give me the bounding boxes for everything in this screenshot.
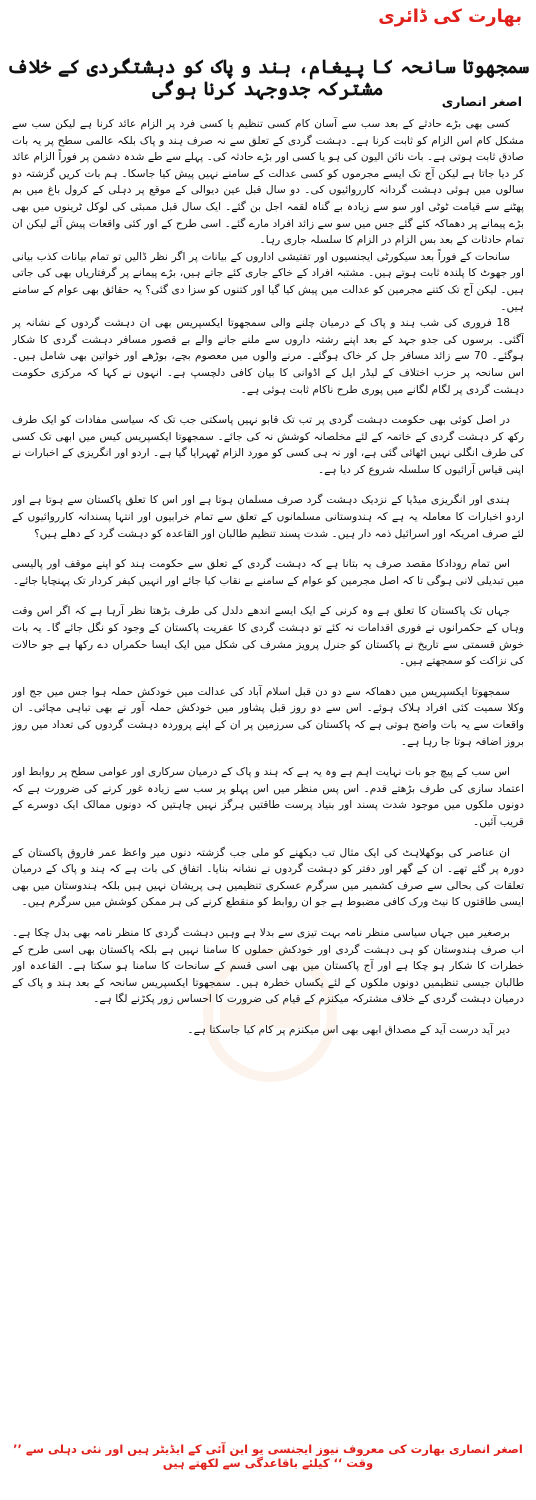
article-paragraph: 18 فروری کی شب ہند و پاک کے درمیان چلنے والی سمجھوتا ایکسپریس بھی ان دہشت گردوں کے نشانہ پر آگئی۔ برسوں کی جدو جہد کے بعد اپنے رشتہ داروں سے ملنے جانے والے بے قصور مسافر دہشت گردی کا شکار ہوگئے۔ 70 سے زائد مسافر جل کر خاک ہوگئے۔ مرنے والوں میں معصوم بچے، بوڑھے اور خواتین بھی شامل ہیں۔ اس سانحہ پر حزب اختلاف کے لیڈر ایل کے اڈوانی کا بیان کافی دلچسپ ہے۔ انہوں نے کہا کہ مرکزی حکومت دہشت گردی پر لگام لگانے میں پوری طرح ناکام ثابت ہوئی ہے۔: [12, 317, 524, 396]
author-note-footer: اصغر انصاری بھارت کی معروف نیوز ایجنسی یو این آئی کے ایڈیٹر ہیں اور نئی دہلی سے ’’ وقت ‘‘ کیلئے باقاعدگی سے لکھتے ہیں: [13, 1442, 523, 1470]
article-paragraph: در اصل کوئی بھی حکومت دہشت گردی پر تب تک قابو نہیں پاسکتی جب تک کہ سیاسی مفادات کو ایک طرف رکھ کر دہشت گردی کے خاتمہ کے لئے مخلصانہ کوشش نہ کی جائے۔ سمجھوتا ایکسپریس کیس میں ابھی تک کسی کی طرف انگلی نہیں اٹھائی گئی ہے، اور نہ ہی کسی کو مورد الزام ٹھہرایا گیا ہے۔ اردو اور انگریزی کے اخبارات نے اپنی قیاس آرائیوں کا سلسلہ شروع کر دیا ہے۔: [12, 414, 524, 476]
article-paragraph: اس تمام رودادکا مقصد صرف یہ بتانا ہے کہ دہشت گردی کے تعلق سے حکومت ہند کو اپنے موقف اور پالیسی میں تبدیلی لانی ہوگی تا کہ اصل مجرمین کو عوام کے سامنے بے نقاب کیا جائے اور انہیں کیفر کردار تک پہنچایا جائے۔: [12, 558, 524, 587]
author-byline: اصغر انصاری: [441, 94, 522, 109]
article-paragraph: سمجھوتا ایکسپریس میں دھماکہ سے دو دن قبل اسلام آباد کی عدالت میں خودکش حملہ ہوا جس میں جج اور وکلا سمیت کئی افراد ہلاک ہوئے۔ اس سے دو روز قبل پشاور میں خودکش حملہ آور نے بھی تباہی مچائی۔ ان واقعات سے یہ بات واضح ہوتی ہے کہ پاکستان کی سرزمین پر ان کے اپنے پروردہ دہشت گردوں کی تعداد میں روز بروز اضافہ ہوتا جا رہا ہے۔: [12, 685, 524, 748]
column-title: بھارت کی ڈائری: [378, 6, 522, 27]
article-paragraph: اس سب کے پیچ جو بات نہایت اہم ہے وہ یہ ہے کہ ہند و پاک کے درمیان سرکاری اور عوامی سطح پر روابط اور اعتماد سازی کی طرف بڑھتے قدم۔ اس پس منظر میں اس پہلو پر سب سے زیادہ غور کرنے کی ضرورت ہے کہ دونوں ملکوں میں موجود شدت پسند اور بنیاد پرست طاقتیں ہرگز نہیں چاہتیں کہ دونوں ممالک ایک دوسرے کے قریب آئیں۔: [12, 766, 524, 828]
article-paragraph: دیر آید درست آید کے مصداق ابھی بھی اس میکنزم پر کام کیا جاسکتا ہے۔: [187, 1023, 510, 1036]
article-paragraph: کسی بھی بڑے حادثے کے بعد سب سے آسان کام کسی تنظیم یا کسی فرد پر الزام عائد کرنا ہے لیکن سب سے مشکل کام اس الزام کو ثابت کرنا ہے۔ دہشت گردی کے تعلق سے نہ صرف ہند و پاک بلکہ عالمی سطح پر یہ بات صادق ثابت ہوتی ہے۔ بات نائن الیون کی ہو یا کسی اور بڑے حادثہ کی۔ پہلے سے طے شدہ دشمن پر فوراً الزام عائد کر دیا جاتا ہے لیکن آج تک ایسے مجرموں کو کسی عدالت کے سامنے نہیں پیش کیا جاسکا۔ ہم بات کریں گزشتہ دو سالوں میں ہوئی دہشت گردانہ کارروائیوں کی۔ دو سال قبل عین دیوالی کے موقع پر دہلی کے کرول باغ میں بم پھٹنے سے قیامت ٹوٹی اور سو سے زیادہ بے گناہ لقمہ اجل بن گئے۔ ایک سال قبل ممبئی کی لوکل ٹرینوں میں بھی بڑے پیمانے پر دھماکہ کئے گئے جس میں سو سے زائد افراد مارے گئے۔ اسی طرح کے اور کئی واقعات پیش آئے لیکن ان تمام حادثات کے بعد بس الزام در الزام کا سلسلہ جاری رہا۔: [12, 118, 524, 247]
article-paragraph: ہندی اور انگریزی میڈیا کے نزدیک دہشت گرد صرف مسلمان ہوتا ہے اور اس کا تعلق پاکستان سے ہوتا ہے اور اردو اخبارات کا معاملہ یہ ہے کہ ہندوستانی مسلمانوں کے تعلق سے تمام خرابیوں اور انتہا پسندانہ کارروائیوں کے لئے صرف امریکہ اور اسرائیل ذمہ دار ہیں۔ شدت پسند تنظیم طالبان اور القاعدہ کو دہشت گرد کے دھلے ہیں؟: [12, 494, 524, 540]
article-paragraph: جہاں تک پاکستان کا تعلق ہے وہ کرنی کے ایک ایسے اندھے دلدل کی طرف بڑھتا نظر آرہا ہے کہ اگر اس وقت وہاں کے حکمرانوں نے فوری اقدامات نہ کئے تو دہشت گردی کا عفریت پاکستان کے وجود کو نگل جائے گا۔ یہ بات خوش قسمتی سے تاریخ نے پاکستان کو جنرل پرویز مشرف کی شکل میں ایک ایسا حکمراں دے رکھا ہے جو حالات کی نزاکت کو سمجھتے ہیں۔: [12, 605, 524, 668]
article-body: [12, 116, 524, 1441]
article-paragraph: ان عناصر کی بوکھلاہٹ کی ایک مثال تب دیکھنے کو ملی جب گزشتہ دنوں میر واعظ عمر فاروق پاکستان کے دورہ پر گئے تھے۔ ان کے گھر اور دفتر کو دہشت گردوں نے نشانہ بنایا۔ اتفاق کی بات ہے کہ ہند و پاک کے درمیان تعلقات کی بحالی سے صرف کشمیر میں سرگرم عسکری تنظیمیں ہی پریشان نہیں ہیں بلکہ ہندوستان میں بھی ایسی طاقتوں کا نیٹ ورک کافی مضبوط ہے جو ان روابط کو منقطع کرنے کی ہر ممکن کوشش میں سرگرم ہیں۔: [12, 846, 524, 909]
article-headline: سمجھوتا سانحہ کا پیغام، ہند و پاک کو دہشتگردی کے خلاف مشترکہ جدوجہد کرنا ہوگی: [6, 56, 530, 100]
article-paragraph: سانحات کے فوراً بعد سیکورٹی ایجنسیوں اور تفتیشی اداروں کے بیانات پر اگر نظر ڈالیں تو تمام بیانات کذب بیانی اور جھوٹ کا پلندہ ثابت ہوتے ہیں۔ مشتبہ افراد کے خاکے جاری کئے جاتے ہیں، بڑے پیمانے پر گرفتاریاں بھی کی جاتی ہیں۔ لیکن آج تک کتنے مجرمین کو عدالت میں پیش کیا گیا اور کتنوں کو سزا دی گئی؟ یہ حقائق بھی عوام کے سامنے ہیں۔: [12, 250, 524, 313]
article-paragraph: برصغیر میں جہاں سیاسی منظر نامہ بہت تیزی سے بدلا ہے وہیں دہشت گردی کا منظر نامہ بھی بدل چکا ہے۔ اب صرف ہندوستان کو ہی دہشت گردی اور خودکش حملوں کا سامنا نہیں ہے بلکہ پاکستان بھی اسی طرح کے خطرات کا شکار ہو چکا ہے اور آج پاکستان میں بھی اسی قسم کے سانحات کا سامنا ہو سکتا ہے۔ القاعدہ اور طالبان جیسی تنظیمیں دونوں ملکوں کے لئے یکساں خطرہ ہیں۔ سمجھوتا ایکسپریس سانحہ کے بعد ہند و پاک کے درمیان دہشت گردی کے خلاف مشترکہ میکنزم کے قیام کی ضرورت کا احساس زور پکڑنے لگا ہے۔: [12, 926, 524, 1006]
